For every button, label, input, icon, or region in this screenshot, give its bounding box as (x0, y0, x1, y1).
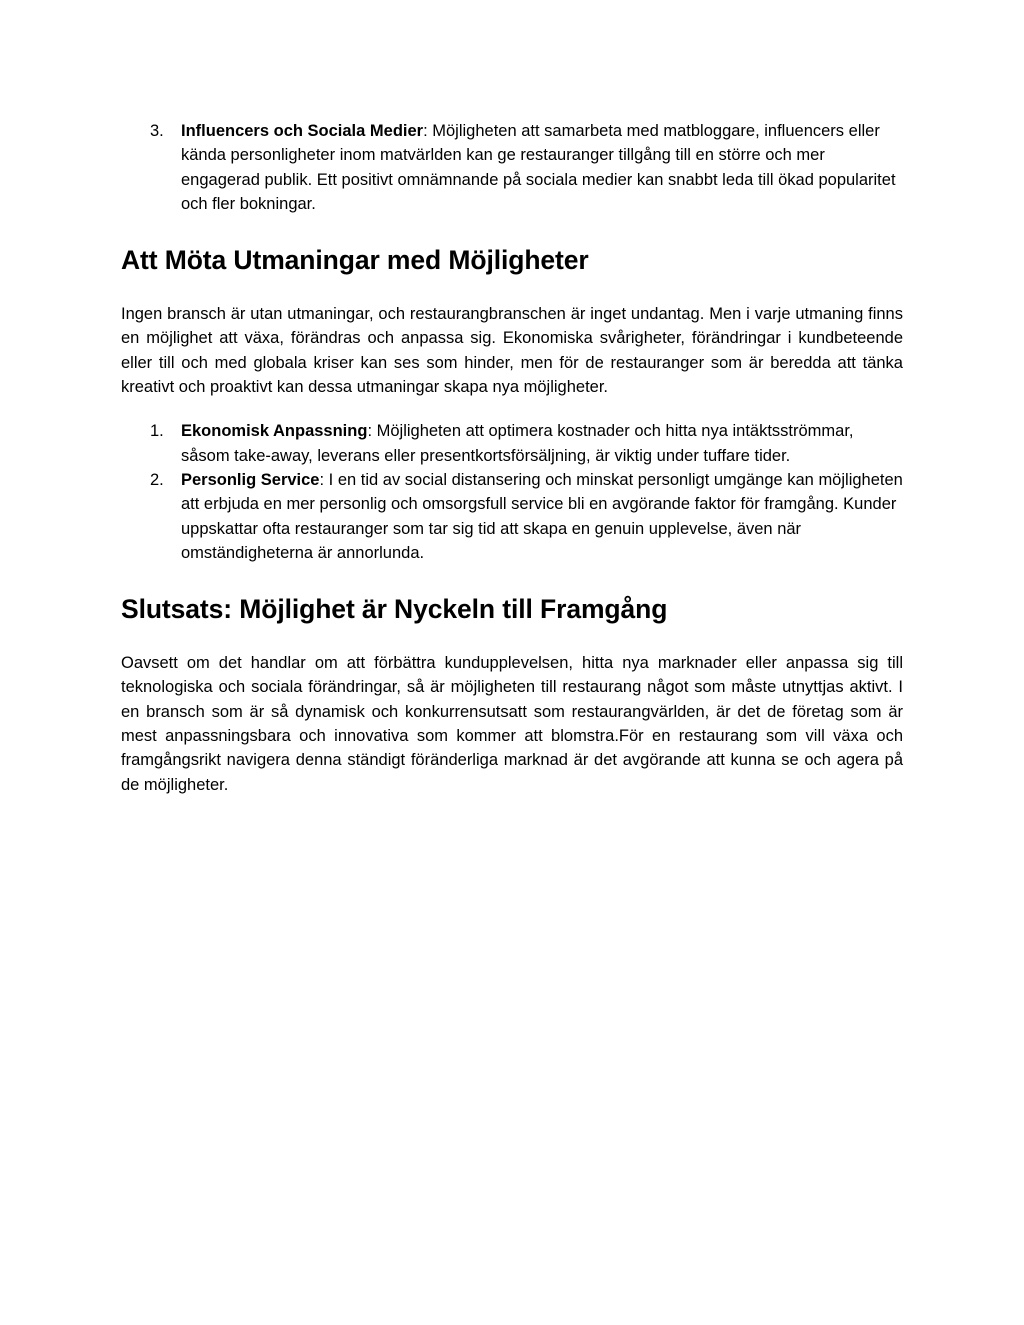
numbered-list (121, 119, 903, 216)
list-item-number: 1. (150, 422, 164, 441)
list-item-number: 2. (150, 470, 164, 489)
list-item-term: Personlig Service (181, 470, 320, 489)
document-page (121, 119, 903, 797)
list-item-text: : Möjligheten att optimera kostnader och hitta nya intäktsströmmar, såsom take-away, leverans eller presentkortsförsäljning, är viktig under tuffare tider. (181, 422, 854, 465)
list-item-term: Influencers och Sociala Medier (181, 122, 424, 140)
section-heading: Slutsats: Möjlighet är Nyckeln till Framgång (121, 594, 668, 625)
list-item-text: : Möjligheten att samarbeta med matbloggare, influencers eller kända personligheter inom matvärlden kan ge restauranger tillgång till en större och mer engagerad publik. Ett positivt omnämnande på sociala medier kan snabbt leda till ökad popularitet och fler bokningar. (181, 122, 896, 213)
list-item (121, 119, 903, 216)
section-heading: Att Möta Utmaningar med Möjligheter (121, 245, 589, 276)
list-item (121, 419, 903, 468)
list-item (121, 468, 903, 565)
list-item-text: : I en tid av social distansering och minskat personligt umgänge kan möjligheten att erbjuda en mer personlig och omsorgsfull service bli en avgörande faktor för framgång. Kunder uppskattar ofta restauranger som tar sig tid att skapa en genuin upplevelse, även när omständigheterna är annorlunda. (181, 470, 903, 562)
section-paragraph: Ingen bransch är utan utmaningar, och restaurangbranschen är inget undantag. Men i varje utmaning finns en möjlighet att växa, förändras och anpassa sig. Ekonomiska svårigheter, förändringar i kundbeteende eller till och med globala kriser kan ses som hinder, men för de restauranger som är beredda att tänka kreativt och proaktivt kan dessa utmaningar skapa nya möjligheter. (121, 305, 903, 397)
numbered-list (121, 419, 903, 565)
section-paragraph: Oavsett om det handlar om att förbättra kundupplevelsen, hitta nya marknader eller anpassa sig till teknologiska och sociala förändringar, så är möjligheten till restaurang något som måste utnyttjas aktivt. I en bransch som är så dynamisk och konkurrensutsatt som restaurangvärlden, är det de företag som är mest anpassningsbara och innovativa som kommer att blomstra.För en restaurang som vill växa och framgångsrikt navigera denna ständigt föränderliga marknad är det avgörande att kunna se och agera på de möjligheter. (121, 654, 903, 794)
list-item-term: Ekonomisk Anpassning (181, 422, 368, 441)
list-item-number: 3. (150, 122, 164, 140)
